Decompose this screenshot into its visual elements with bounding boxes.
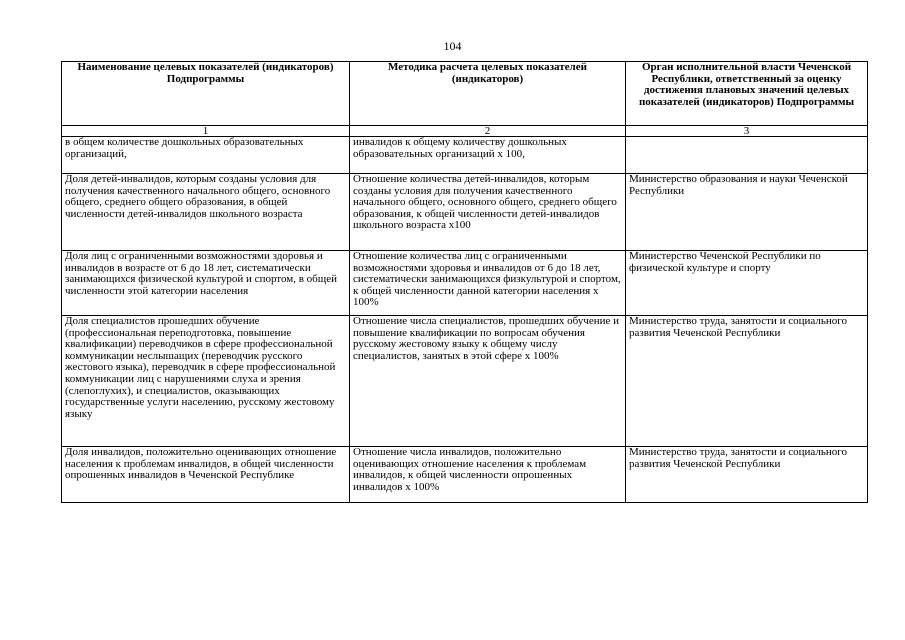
column-number: 1 [62,126,350,137]
method-cell: Отношение количества лиц с ограниченными возможностями здоровья и инвалидов от 6 до 18 лет, систематически занимающихся физкультурой и спортом, к общей численности данной категории населения x 100% [350,251,626,316]
column-number: 3 [626,126,868,137]
indicator-cell: в общем количестве дошкольных образовательных организаций, [62,137,350,174]
table-row [62,137,868,174]
authority-cell: Министерство Чеченской Республики по физической культуре и спорту [626,251,868,316]
method-cell: инвалидов к общему количеству дошкольных образовательных организаций x 100, [350,137,626,174]
page-number: 104 [443,39,462,53]
column-number: 2 [350,126,626,137]
method-cell: Отношение числа специалистов, прошедших обучение и повышение квалификации по вопросам обучения русскому жестовому языку к общему числу специалистов, занятых в этой сфере x 100% [350,316,626,447]
indicators-table [61,61,868,503]
table-header-row [62,62,868,126]
method-cell: Отношение количества детей-инвалидов, которым созданы условия для получения качественного начального общего, основного общего, среднего общего образования, к общей численности детей-инвалидов школьного возраста x100 [350,174,626,251]
authority-cell: Министерство труда, занятости и социального развития Чеченской Республики [626,316,868,447]
method-cell: Отношение числа инвалидов, положительно оценивающих отношение населения к проблемам инвалидов, к общей численности опрошенных инвалидов x 100% [350,447,626,503]
authority-cell: Министерство образования и науки Чеченской Республики [626,174,868,251]
table-row [62,316,868,447]
indicator-cell: Доля детей-инвалидов, которым созданы условия для получения качественного начального общего, основного общего, среднего общего образования, в общей численности детей-инвалидов школьного возраста [62,174,350,251]
authority-cell: Министерство труда, занятости и социального развития Чеченской Республики [626,447,868,503]
header-method: Методика расчета целевых показателей (индикаторов) [350,62,626,126]
header-indicator: Наименование целевых показателей (индикаторов) Подпрограммы [62,62,350,126]
indicator-cell: Доля лиц с ограниченными возможностями здоровья и инвалидов в возрасте от 6 до 18 лет, систематически занимающихся физической культурой и спортом, в общей численности этой категории населения [62,251,350,316]
table-row [62,447,868,503]
authority-cell [626,137,868,174]
indicator-cell: Доля специалистов прошедших обучение (профессиональная переподготовка, повышение квалификации) переводчиков в сфере профессиональной коммуникации неслышащих (переводчик русского жестового языка), переводчик в сфере профессиональной коммуникации лиц с нарушениями слуха и зрения (слепоглухих), и специалистов, оказывающих государственные услуги населению, русскому жестовому языку [62,316,350,447]
table-row [62,251,868,316]
column-number-row [62,126,868,137]
indicator-cell: Доля инвалидов, положительно оценивающих отношение населения к проблемам инвалидов, в общей численности опрошенных инвалидов в Чеченской Республике [62,447,350,503]
header-authority: Орган исполнительной власти Чеченской Республики, ответственный за оценку достижения плановых значений целевых показателей (индикаторов) Подпрограммы [626,62,868,126]
table-row [62,174,868,251]
